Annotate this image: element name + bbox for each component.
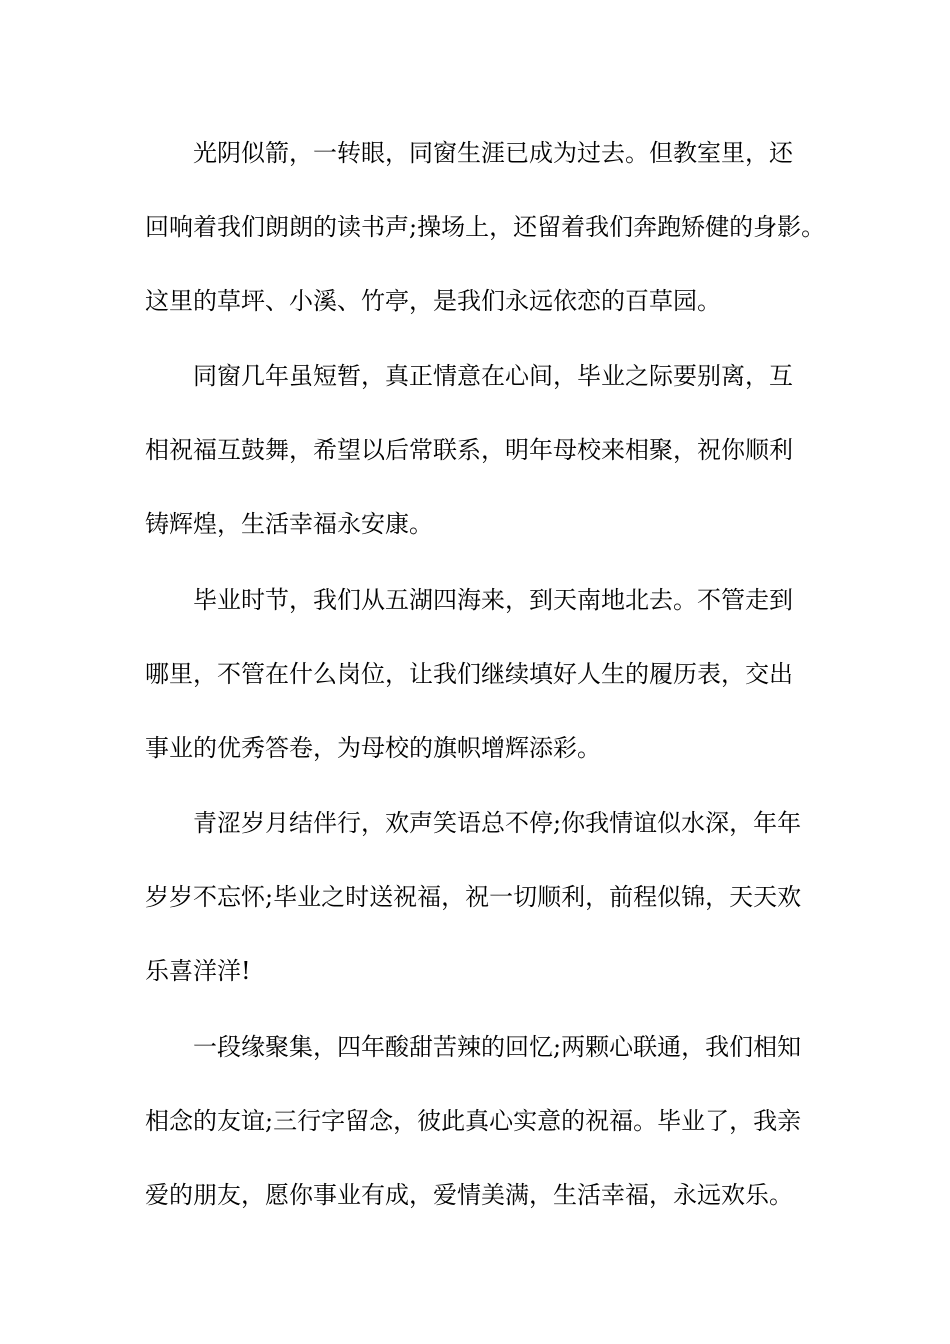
paragraph-4-line-2: 岁岁不忘怀;毕业之时送祝福，祝一切顺利，前程似锦，天天欢 <box>145 883 802 911</box>
paragraph-1-line-2: 回响着我们朗朗的读书声;操场上，还留着我们奔跑矫健的身影。 <box>145 213 825 241</box>
paragraph-3-line-2: 哪里，不管在什么岗位，让我们继续填好人生的履历表，交出 <box>145 660 793 688</box>
paragraph-2-line-1: 同窗几年虽短暂，真正情意在心间，毕业之际要别离，互 <box>193 362 793 390</box>
paragraph-4-line-1: 青涩岁月结伴行，欢声笑语总不停;你我情谊似水深，年年 <box>193 809 802 837</box>
paragraph-5-line-2: 相念的友谊;三行字留念，彼此真心实意的祝福。毕业了，我亲 <box>145 1107 802 1135</box>
paragraph-1-line-1: 光阴似箭，一转眼，同窗生涯已成为过去。但教室里，还 <box>193 139 793 167</box>
paragraph-4-line-3: 乐喜洋洋! <box>145 957 251 985</box>
paragraph-2-line-3: 铸辉煌，生活幸福永安康。 <box>145 510 433 538</box>
paragraph-5-line-1: 一段缘聚集，四年酸甜苦辣的回忆;两颗心联通，我们相知 <box>193 1033 802 1061</box>
paragraph-2-line-2: 相祝福互鼓舞，希望以后常联系，明年母校来相聚，祝你顺利 <box>145 436 793 464</box>
paragraph-1-line-3: 这里的草坪、小溪、竹亭，是我们永远依恋的百草园。 <box>145 287 721 315</box>
paragraph-3-line-3: 事业的优秀答卷，为母校的旗帜增辉添彩。 <box>145 734 601 762</box>
paragraph-5-line-3: 爱的朋友，愿你事业有成，爱情美满，生活幸福，永远欢乐。 <box>145 1181 793 1209</box>
paragraph-3-line-1: 毕业时节，我们从五湖四海来，到天南地北去。不管走到 <box>193 586 793 614</box>
